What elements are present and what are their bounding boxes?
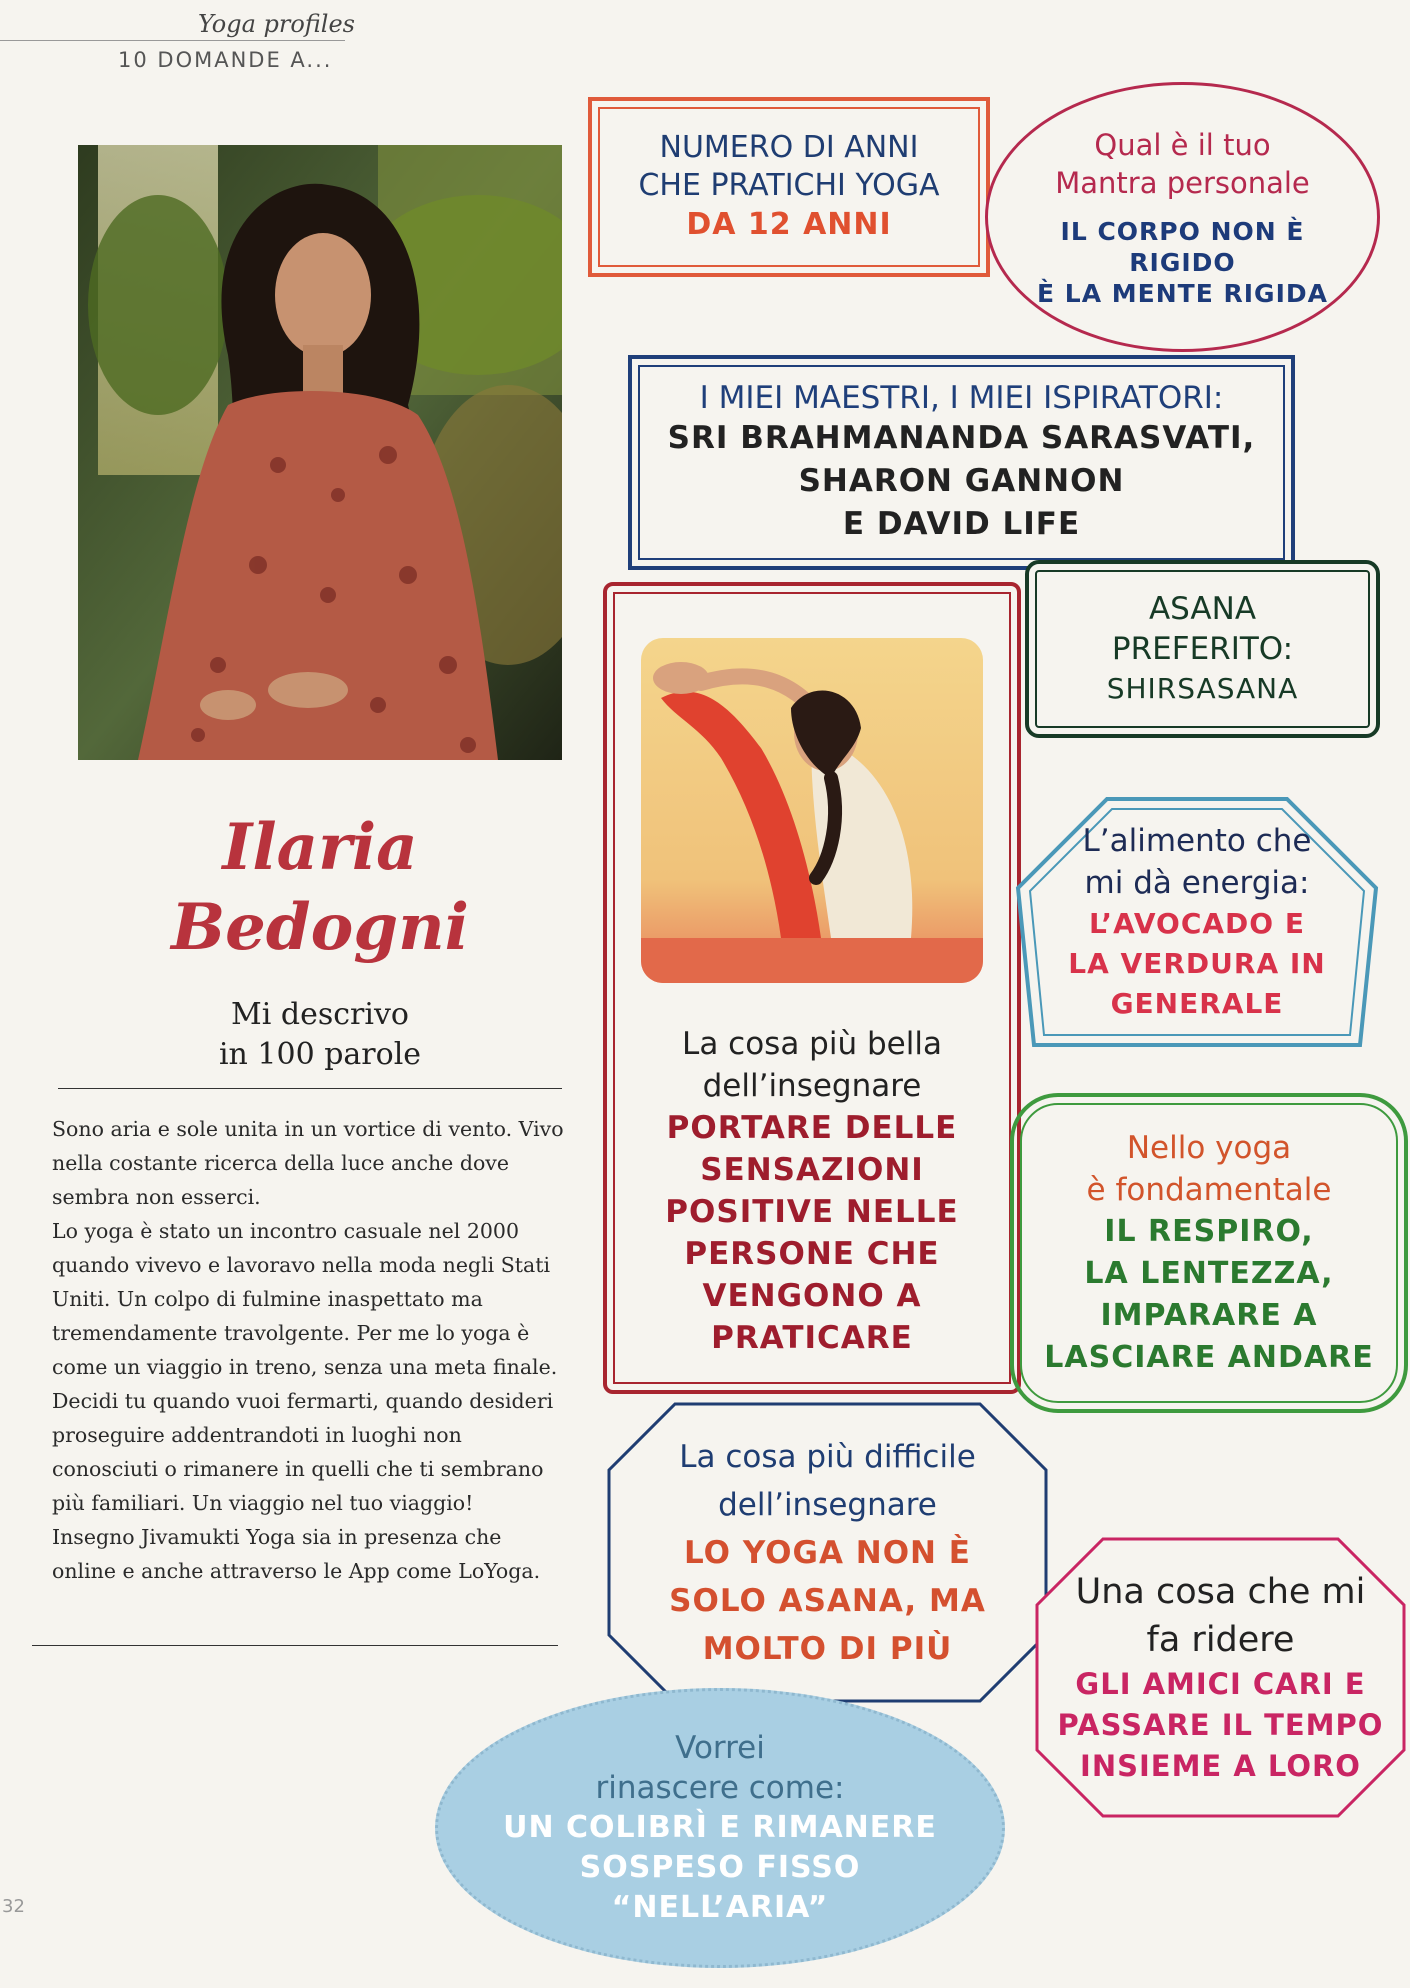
yoga-pose-photo — [641, 638, 983, 983]
fundamental-answer-line2: LA LENTEZZA, — [1084, 1256, 1334, 1291]
best-teaching-question-line1: La cosa più bella — [682, 1026, 942, 1062]
page-number: 32 — [2, 1896, 25, 1917]
laugh-question-line1: Una cosa che mi — [1075, 1572, 1366, 1612]
reborn-answer-line3: “NELL’ARIA” — [611, 1890, 829, 1925]
laugh-answer-line2: PASSARE IL TEMPO — [1057, 1708, 1384, 1742]
section-subtitle: 10 DOMANDE A... — [118, 48, 333, 72]
asana-answer: SHIRSASANA — [1106, 672, 1299, 705]
mantra-answer-line3: È LA MENTE RIGIDA — [1037, 278, 1328, 308]
food-answer-line3: GENERALE — [1110, 987, 1284, 1020]
bio-title — [80, 995, 560, 1075]
years-answer: DA 12 ANNI — [686, 207, 892, 242]
teachers-answer-line2: SHARON GANNON — [798, 463, 1125, 499]
reborn-question-line2: rinascere come: — [595, 1770, 845, 1806]
hardest-answer-line1: LO YOGA NON È — [684, 1534, 971, 1571]
teachers-box — [628, 355, 1295, 570]
years-practicing-box — [588, 97, 990, 277]
header-divider — [0, 40, 345, 41]
mantra-question-line1: Qual è il tuo — [1094, 127, 1271, 162]
hardest-answer-line3: MOLTO DI PIÙ — [702, 1630, 953, 1667]
best-teaching-answer-line2: SENSAZIONI — [700, 1152, 924, 1188]
teachers-answer-line3: E DAVID LIFE — [842, 506, 1081, 542]
best-teaching-answer-line4: PERSONE CHE — [684, 1236, 940, 1272]
best-teaching-answer-line5: VENGONO A — [702, 1278, 922, 1314]
asana-question-line2: PREFERITO: — [1111, 631, 1294, 667]
fundamental-question-line1: Nello yoga — [1126, 1130, 1292, 1166]
food-question-line2: mi dà energia: — [1084, 865, 1310, 901]
fundamental-box — [1010, 1093, 1408, 1413]
fundamental-question-line2: è fondamentale — [1086, 1172, 1332, 1208]
mantra-answer-line2: RIGIDO — [1129, 247, 1236, 277]
best-teaching-box — [603, 582, 1021, 1394]
fundamental-answer-line4: LASCIARE ANDARE — [1044, 1340, 1374, 1375]
asana-question-line1: ASANA — [1148, 591, 1257, 627]
bio-paragraph: Sono aria e sole unita in un vortice di vento. Vivo nella costante ricerca della luce anche dove sembra non esserci. — [52, 1117, 564, 1209]
mantra-answer-line1: IL CORPO NON È — [1060, 216, 1305, 246]
reborn-answer-line2: SOSPESO FISSO — [579, 1850, 861, 1885]
section-title: Yoga profiles — [198, 10, 355, 38]
food-answer-line2: LA VERDURA IN — [1068, 947, 1326, 980]
best-teaching-answer-line3: POSITIVE NELLE — [665, 1194, 959, 1230]
years-question-line2: CHE PRATICHI YOGA — [638, 168, 940, 203]
profile-name — [80, 808, 560, 968]
bio-paragraph: Insegno Jivamukti Yoga sia in presenza che online e anche attraverso le App come LoYoga. — [52, 1525, 541, 1583]
favorite-asana-box — [1025, 560, 1380, 738]
hardest-teaching-box — [605, 1400, 1050, 1705]
portrait-photo — [78, 145, 562, 760]
laugh-answer-line1: GLI AMICI CARI E — [1075, 1667, 1366, 1701]
laugh-answer-line3: INSIEME A LORO — [1080, 1749, 1361, 1783]
energy-food-box — [1012, 793, 1382, 1051]
bio-paragraph: Lo yoga è stato un incontro casuale nel 2000 quando vivevo e lavoravo nella moda negli Stati Uniti. Un colpo di fulmine inaspettato ma tremendamente travolgente. Per me lo yoga è come un viaggio in treno, senza una meta finale. Decidi tu quando vuoi fermarti, quando desideri proseguire addentrandoti in luoghi non conosciuti o rimanere in quelli che ti sembrano più familiari. Un viaggio nel tuo viaggio! — [52, 1219, 558, 1515]
bio-text — [52, 1112, 564, 1588]
bio-divider-bottom — [32, 1645, 558, 1646]
mantra-question-line2: Mantra personale — [1055, 165, 1310, 200]
name-first: Ilaria — [222, 810, 418, 885]
mantra-bubble — [985, 82, 1380, 352]
teachers-question: I MIEI MAESTRI, I MIEI ISPIRATORI: — [699, 380, 1224, 416]
reborn-bubble — [435, 1688, 1005, 1968]
best-teaching-answer-line6: PRATICARE — [711, 1320, 913, 1356]
fundamental-answer-line1: IL RESPIRO, — [1104, 1214, 1314, 1249]
hardest-question-line2: dell’insegnare — [718, 1486, 937, 1523]
laugh-box — [1033, 1535, 1408, 1820]
years-question-line1: NUMERO DI ANNI — [659, 130, 919, 165]
reborn-question-line1: Vorrei — [675, 1730, 765, 1766]
food-answer-line1: L’AVOCADO E — [1089, 907, 1305, 940]
teachers-answer-line1: SRI BRAHMANANDA SARASVATI, — [667, 420, 1256, 456]
hardest-question-line1: La cosa più difficile — [679, 1438, 976, 1475]
food-question-line1: L’alimento che — [1082, 823, 1312, 859]
best-teaching-answer-line1: PORTARE DELLE — [666, 1110, 958, 1146]
laugh-question-line2: fa ridere — [1146, 1620, 1295, 1660]
reborn-answer-line1: UN COLIBRÌ E RIMANERE — [503, 1810, 937, 1845]
hardest-answer-line2: SOLO ASANA, MA — [669, 1582, 986, 1619]
name-last: Bedogni — [171, 890, 469, 965]
best-teaching-question-line2: dell’insegnare — [702, 1068, 922, 1104]
bio-title-line2: in 100 parole — [218, 1037, 422, 1072]
bio-divider-top — [58, 1088, 562, 1089]
bio-title-line1: Mi descrivo — [231, 997, 409, 1032]
fundamental-answer-line3: IMPARARE A — [1100, 1298, 1318, 1333]
